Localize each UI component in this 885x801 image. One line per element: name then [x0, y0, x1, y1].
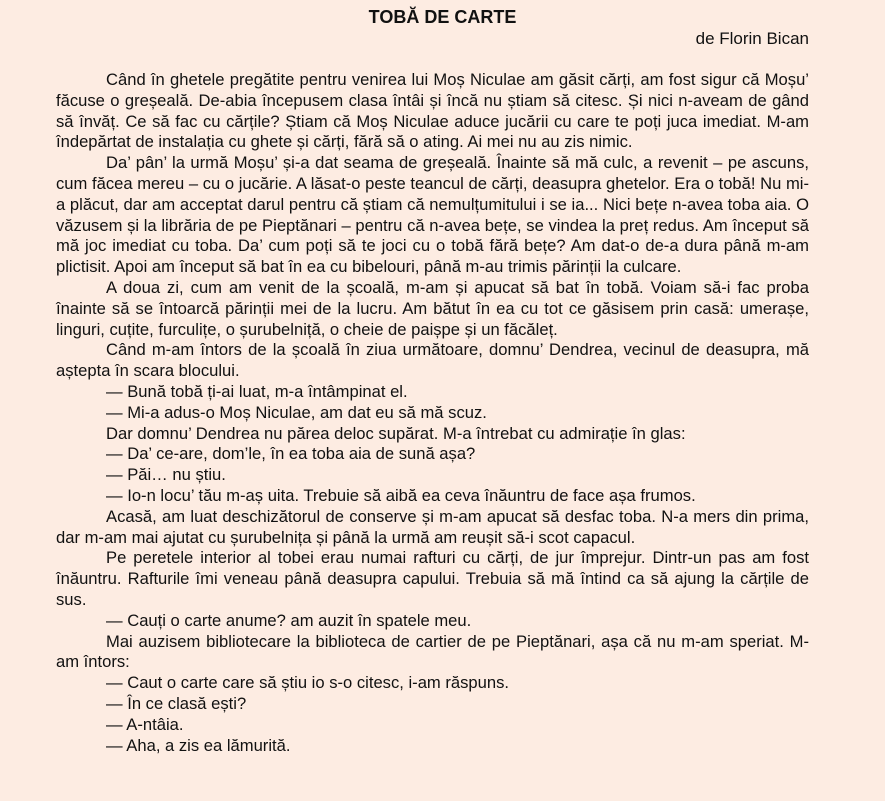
document-author: de Florin Bican: [695, 29, 809, 48]
paragraph: Mai auzisem bibliotecare la biblioteca de cartier de pe Pieptănari, așa că nu m-am speriat. M-am întors:: [56, 631, 809, 672]
dialogue-line: — Da’ ce-are, dom’le, în ea toba aia de sună așa?: [106, 444, 476, 464]
dialogue-line: — Păi… nu știu.: [106, 465, 226, 485]
document-body: [56, 70, 809, 756]
dialogue-line: — Bună tobă ți-ai luat, m-a întâmpinat el.: [106, 381, 408, 401]
paragraph: Acasă, am luat deschizătorul de conserve și m-am apucat să desfac toba. N-a mers din prima, dar m-am mai ajutat cu șurubelnița și până la urmă am reușit să-i scot capacul.: [56, 506, 809, 547]
paragraph: Pe peretele interior al tobei erau numai rafturi cu cărți, de jur împrejur. Dintr-un pas am fost înăuntru. Rafturile îmi veneau până deasupra capului. Trebuia să mă întind ca să ajung la cărțile de sus.: [56, 548, 809, 609]
paragraph: Când în ghetele pregătite pentru venirea lui Moș Niculae am găsit cărți, am fost sigur că Moșu’ făcuse o greșeală. De-abia începusem clasa întâi și încă nu știam să citesc. Și nici n-aveam de gând să învăț. Ce să fac cu cărțile? Știam că Moș Niculae aduce jucării cu care te poți juca imediat. M-am îndepărtat de instalația cu ghete și cărți, fără să o ating. Ai mei nu au zis nimic.: [56, 70, 809, 152]
dialogue-line: — Mi-a adus-o Moș Niculae, am dat eu să mă scuz.: [106, 402, 487, 422]
document-title: TOBĂ DE CARTE: [368, 7, 517, 27]
dialogue-line: — În ce clasă ești?: [106, 693, 247, 713]
paragraph: Dar domnu’ Dendrea nu părea deloc supărat. M-a întrebat cu admirație în glas:: [106, 423, 686, 443]
dialogue-line: — Io-n locu’ tău m-aș uita. Trebuie să aibă ea ceva înăuntru de face așa frumos.: [106, 485, 696, 505]
paragraph: Da’ pân’ la urmă Moșu’ și-a dat seama de greșeală. Înainte să mă culc, a revenit – pe ascuns, cum făcea mereu – cu o jucărie. A lăsat-o peste teancul de cărți, deasupra ghetelor. Era o tobă! Nu mi-a plăcut, dar am acceptat darul pentru că știam că nemulțumitului i se ia... Nici bețe n-avea toba aia. O văzusem și la librăria de pe Pieptănari – pentru că n-avea bețe, se vindea la preț redus. Am început să mă joc imediat cu toba. Da’ cum poți să te joci cu o tobă fără bețe? Am dat-o de-a dura până m-am plictisit. Apoi am început să bat în ea cu bibelouri, până m-au trimis părinții la culcare.: [56, 153, 809, 277]
dialogue-line: — Cauți o carte anume? am auzit în spatele meu.: [106, 610, 472, 630]
dialogue-line: — Aha, a zis ea lămurită.: [106, 735, 291, 755]
paragraph: Când m-am întors de la școală în ziua următoare, domnu’ Dendrea, vecinul de deasupra, mă aștepta în scara blocului.: [56, 340, 809, 381]
dialogue-line: — Caut o carte care să știu io s-o citesc, i-am răspuns.: [106, 673, 510, 693]
paragraph: A doua zi, cum am venit de la școală, m-am și apucat să bat în tobă. Voiam să-i fac proba înainte să se întoarcă părinții mei de la lucru. Am bătut în ea cu tot ce găsisem prin casă: umerașe, linguri, cuțite, furculițe, o șurubelniță, o cheie de paișpe și un făcăleț.: [56, 277, 809, 339]
dialogue-line: — A-ntâia.: [106, 714, 184, 734]
